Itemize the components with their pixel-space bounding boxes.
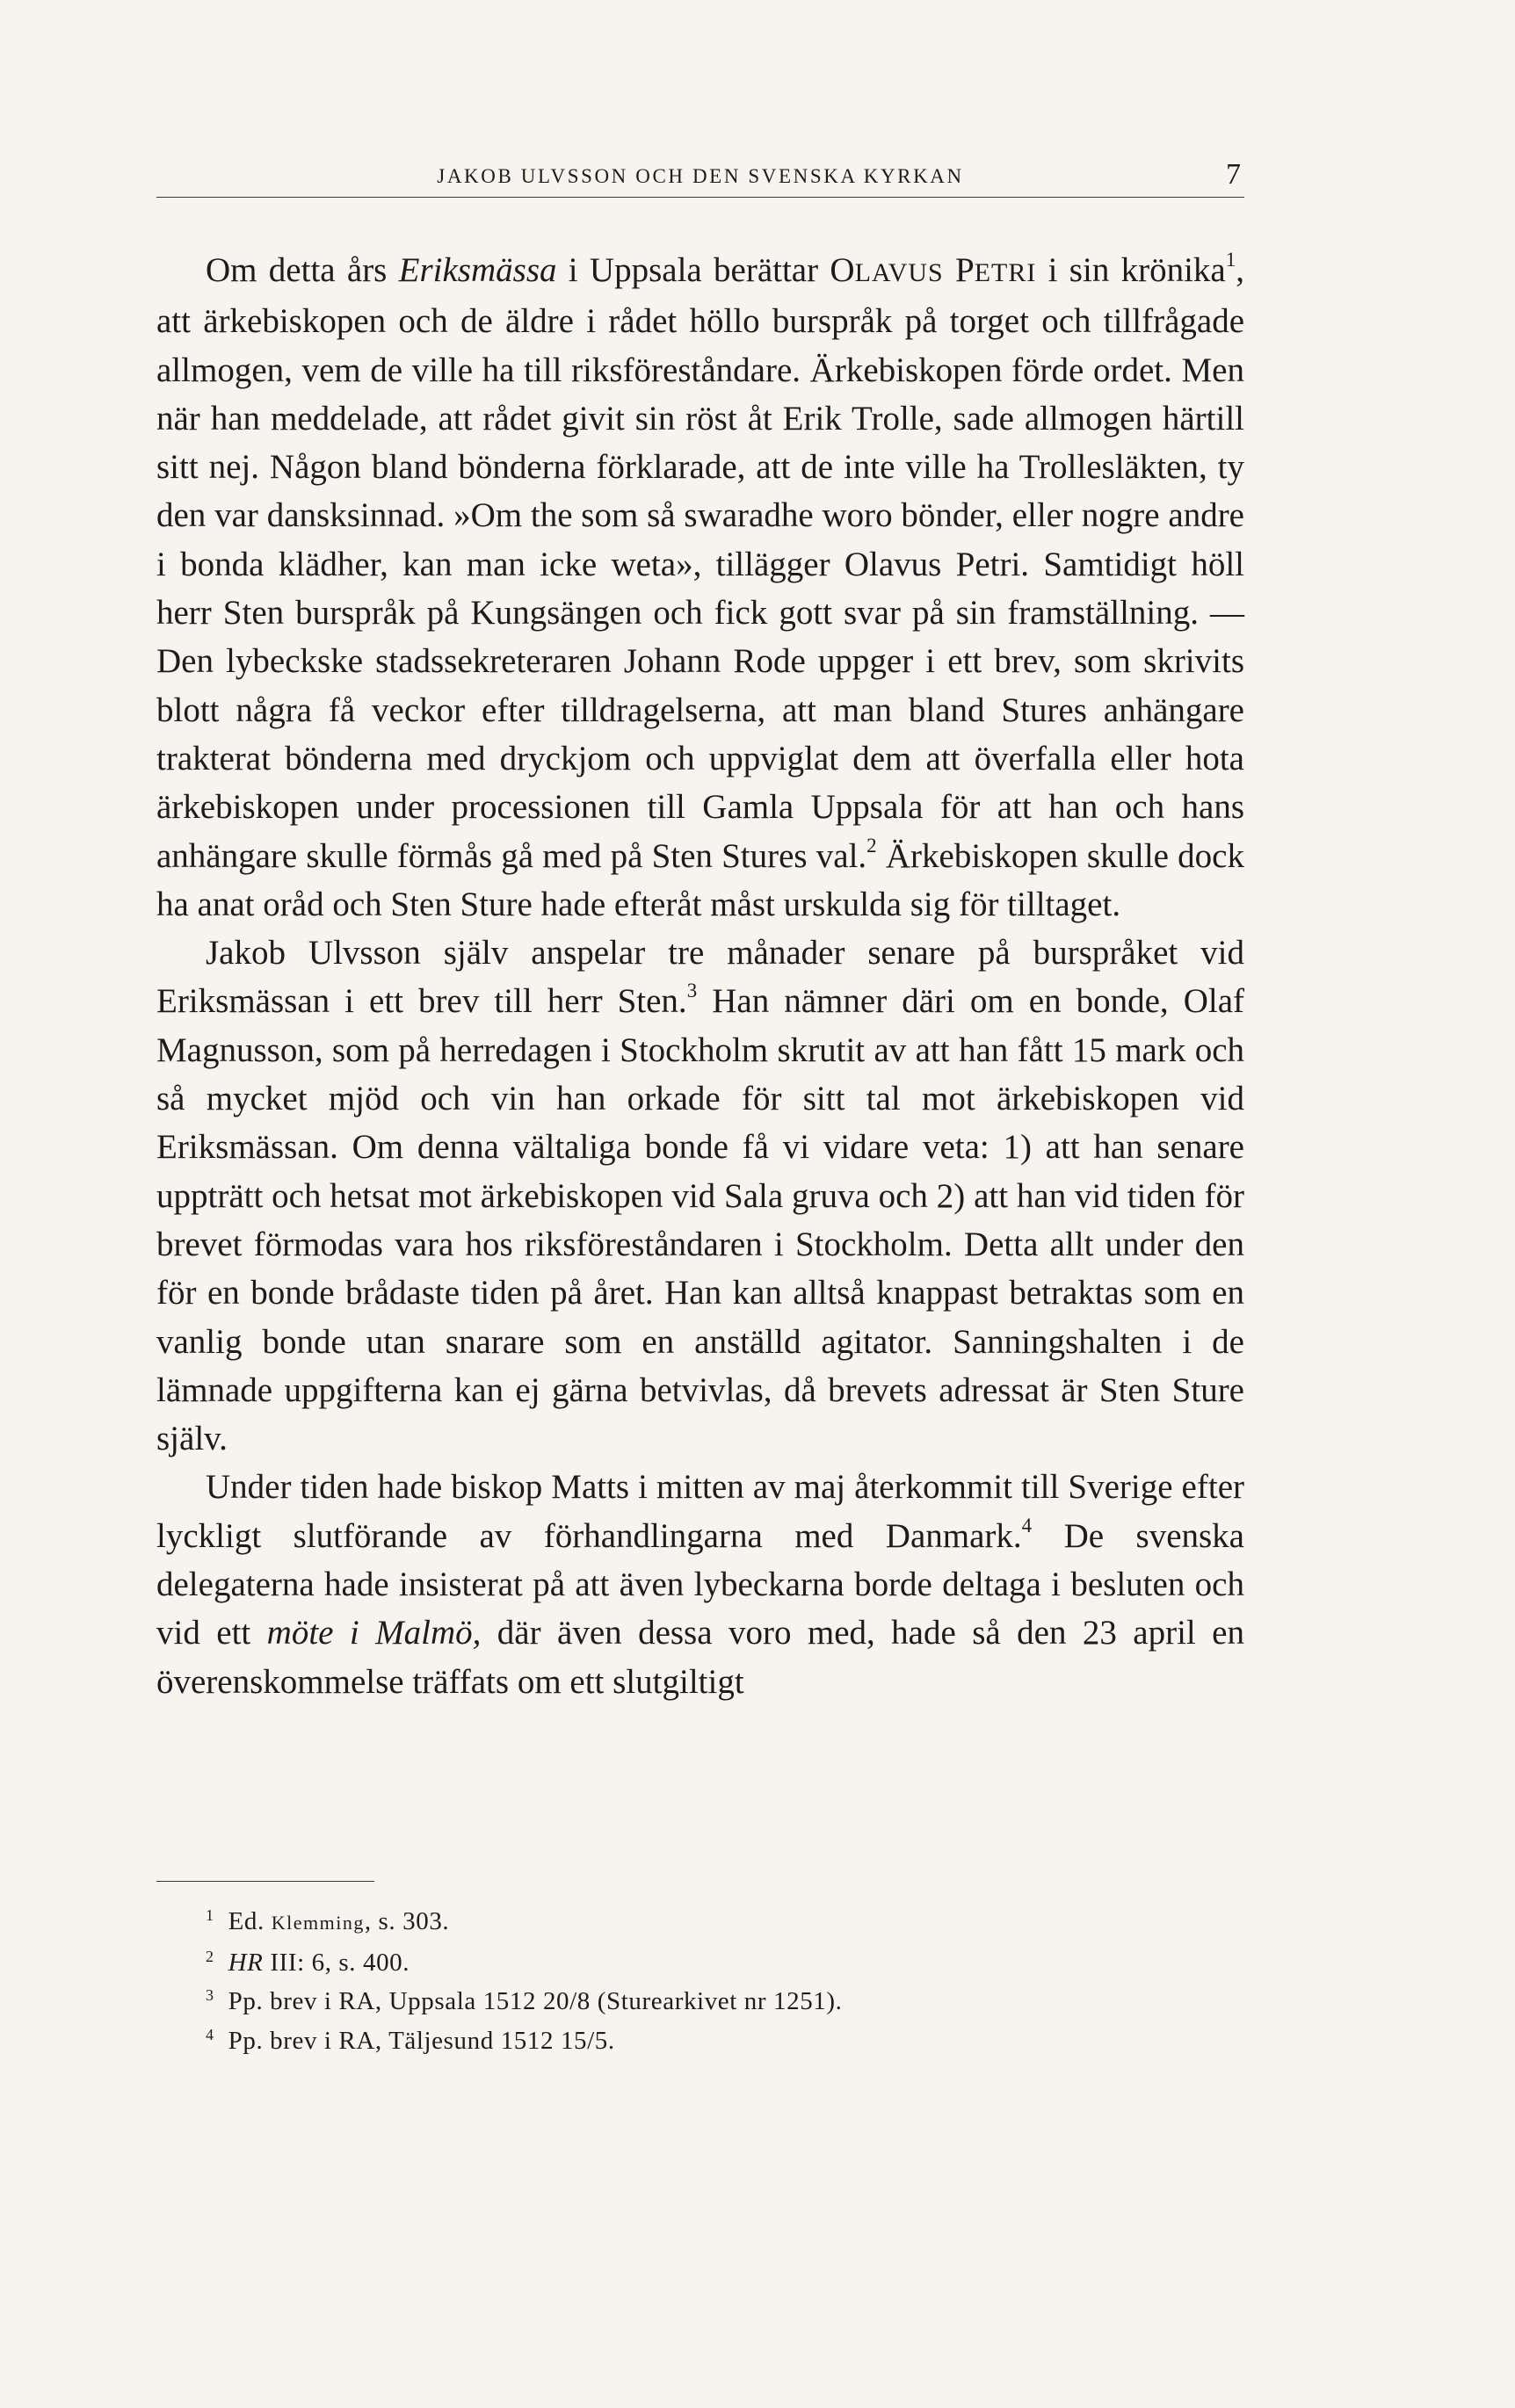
footnotes (156, 1902, 1244, 2060)
footnote-ref-2[interactable]: 2 (866, 834, 877, 857)
page-number: 7 (1226, 158, 1241, 191)
footnote-number: 1 (206, 1906, 214, 1924)
footnote-text: Ed. (228, 1907, 272, 1935)
running-title: JAKOB ULVSSON OCH DEN SVENSKA KYRKAN (437, 165, 964, 187)
footnote-4 (156, 2021, 1244, 2061)
footnote-small-caps: Klemming (271, 1912, 365, 1934)
small-caps-rest: ETRI (974, 258, 1037, 287)
text-run: Under tiden hade biskop Matts i mitten av maj återkommit till Sverige efter lyckligt slutförande av förhandlingarna med Danmark. (156, 1468, 1244, 1555)
running-head (156, 158, 1244, 198)
footnote-number: 3 (206, 1986, 214, 2004)
text-run: Han nämner däri om en bonde, Olaf Magnusson, som på herredagen i Stockholm skrutit av att han fått 15 mark och så mycket mjöd och vin han orkade för sitt tal mot ärkebiskopen vid Eriksmässan. Om denna vältaliga bonde få vi vidare veta: 1) att han senare uppträtt och hetsat mot ärkebiskopen vid Sala gruva och 2) att han vid tiden för brevet förmodas vara hos riksföreståndaren i Stockholm. Detta allt under den för en bonde brådaste tiden på året. Han kan alltså knappast betraktas som en vanlig bonde utan snarare som en anställd agitator. Sanningshalten i de lämnade uppgifterna kan ej gärna betvivlas, då brevets adressat är Sten Sture själv. (156, 982, 1244, 1458)
paragraph-2 (156, 929, 1244, 1463)
small-caps-initial: P (955, 251, 975, 289)
small-caps-rest: LAVUS (854, 258, 944, 287)
footnote-text: , s. 303. (364, 1907, 450, 1935)
paragraph-3 (156, 1463, 1244, 1705)
footnote-number: 2 (206, 1947, 214, 1965)
footnote-number: 4 (206, 2025, 214, 2043)
text-run: Jakob Ulvsson själv anspelar tre månader senare på burspråket vid Eriksmässan i ett brev till herr Sten. (156, 934, 1244, 1021)
footnote-ref-1[interactable]: 1 (1225, 249, 1236, 271)
author-name (830, 251, 1036, 289)
small-caps-initial: O (830, 251, 855, 289)
italic-term: Eriksmässa (398, 251, 557, 289)
text-run: Ärkebiskopen skulle dock ha anat oråd och Sten Sture hade efteråt måst urskulda sig för tilltaget. (156, 836, 1244, 923)
footnote-italic: HR (228, 1948, 264, 1977)
text-run: De svenska delegaterna hade insisterat på att även lybeckarna borde deltaga i besluten och vid ett (156, 1516, 1244, 1652)
text-run: i sin krönika (1036, 251, 1226, 289)
footnote-text: III: 6, s. 400. (263, 1948, 410, 1977)
footnote-2 (156, 1943, 1244, 1983)
text-run: i Uppsala berättar (556, 251, 830, 289)
body-text (156, 246, 1244, 1706)
footnote-separator (156, 1881, 374, 1882)
italic-term: möte i Malmö, (266, 1614, 482, 1652)
text-run: där även dessa voro med, hade så den 23 april en överenskommelse träffats om ett slutgiltigt (156, 1614, 1244, 1701)
footnote-1 (156, 1902, 1244, 1943)
footnote-ref-4[interactable]: 4 (1021, 1514, 1033, 1537)
footnote-text: Pp. brev i RA, Täljesund 1512 15/5. (228, 2026, 615, 2055)
text-run: Om detta års (206, 251, 399, 289)
footnote-text: Pp. brev i RA, Uppsala 1512 20/8 (Sturearkivet nr 1251). (228, 1987, 843, 2015)
footnote-3 (156, 1982, 1244, 2021)
paragraph-1 (156, 246, 1244, 929)
text-run: , att ärkebiskopen och de äldre i rådet höllo burspråk på torget och tillfrågade allmogen, vem de ville ha till riksföreståndare. Ärkebiskopen förde ordet. Men när han meddelade, att rådet givit sin röst åt Erik Trolle, sade allmogen härtill sitt nej. Någon bland bönderna förklarade, att de inte ville ha Trollesläkten, ty den var dansksinnad. »Om the som så swaradhe woro bönder, eller nogre andre i bonda klädher, kan man icke weta», tillägger Olavus Petri. Samtidigt höll herr Sten burspråk på Kungsängen och fick gott svar på sin framställning. — Den lybeckske stadssekreteraren Johann Rode uppger i ett brev, som skrivits blott några få veckor efter tilldragelserna, att man bland Stures anhängare trakterat bönderna med dryckjom och uppviglat dem att överfalla eller hota ärkebiskopen under processionen till Gamla Uppsala för att han och hans anhängare skulle förmås gå med på Sten Stures val. (156, 251, 1244, 875)
footnote-ref-3[interactable]: 3 (686, 980, 698, 1002)
